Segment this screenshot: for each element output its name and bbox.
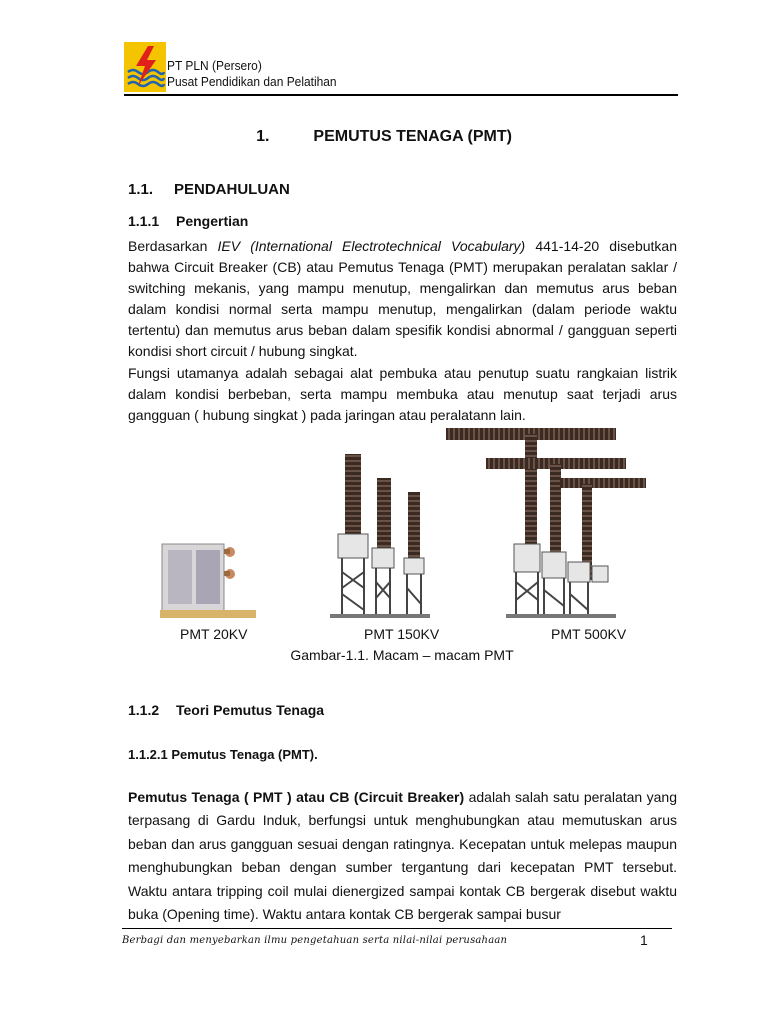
paragraph-function: Fungsi utamanya adalah sebagai alat pembuka atau penutup suatu rangkaian listrik dalam kondisi berbeban, serta mampu membuka atau menutup saat terjadi arus gangguan ( hubung singkat ) pada jaringan atau peralatann lain. bbox=[128, 365, 677, 423]
chapter-number: 1. bbox=[256, 128, 270, 145]
label-pmt-150kv: PMT 150KV bbox=[364, 626, 440, 642]
section-number: 1.1.2 bbox=[128, 702, 160, 718]
org-line-2: Pusat Pendidikan dan Pelatihan bbox=[167, 74, 337, 89]
section-title: Teori Pemutus Tenaga bbox=[176, 702, 325, 718]
pmt-500kv-image bbox=[446, 428, 646, 618]
section-heading-1-1-2-1: 1.1.2.1 Pemutus Tenaga (PMT). bbox=[128, 747, 318, 762]
org-line-1: PT PLN (Persero) bbox=[167, 58, 262, 73]
footer-motto: Berbagi dan menyebarkan ilmu pengetahuan serta nilai-nilai perusahaan bbox=[122, 935, 508, 946]
section-heading-1-1 bbox=[128, 181, 290, 198]
chapter-title-text: PEMUTUS TENAGA (PMT) bbox=[313, 128, 512, 145]
paragraph-definition: Berdasarkan IEV (International Electrotechnical Vocabulary) 441-14-20 disebutkan bahwa Circuit Breaker (CB) atau Pemutus Tenaga (PMT) merupakan peralatan saklar / switching mekanis, yang mampu menutup, mengalirkan dan memutus arus beban dalam kondisi normal serta mampu menutup, mengalirkan (dalam periode waktu tertentu) dan memutus arus beban dalam spesifik kondisi abnormal / gangguan seperti kondisi short circuit / hubung singkat. bbox=[128, 238, 678, 359]
section-heading-1-1-1 bbox=[128, 213, 248, 229]
iev-reference: IEV (International Electrotechnical Vocabulary) bbox=[217, 238, 526, 254]
header-rule bbox=[124, 94, 678, 96]
section-number: 1.1.1 bbox=[128, 213, 160, 229]
section-title: PENDAHULUAN bbox=[174, 181, 290, 198]
section-number: 1.1. bbox=[128, 181, 154, 198]
pmt-20kv-image bbox=[160, 544, 256, 618]
organization-name bbox=[167, 58, 337, 90]
label-pmt-20kv: PMT 20KV bbox=[180, 626, 248, 642]
pln-logo bbox=[124, 42, 166, 92]
figure-caption: Gambar-1.1. Macam – macam PMT bbox=[290, 647, 514, 663]
pmt-term: Pemutus Tenaga ( PMT ) atau CB (Circuit Breaker) bbox=[128, 789, 465, 805]
page-number: 1 bbox=[640, 932, 648, 948]
label-pmt-500kv: PMT 500KV bbox=[551, 626, 627, 642]
paragraph-pmt-theory: Pemutus Tenaga ( PMT ) atau CB (Circuit Breaker) adalah salah satu peralatan yang terpasang di Gardu Induk, berfungsi untuk menghubungkan atau memutuskan arus beban dan arus gangguan sesuai dengan ratingnya. Kecepatan untuk melepas maupun menghubungkan beban dengan sumber tergantung dari kecepatan PMT tersebut. Waktu antara tripping coil mulai dienergized sampai kontak CB bergerak disebut waktu buka (Opening time). Waktu antara kontak CB bergerak sampai busur bbox=[128, 789, 677, 923]
chapter-title bbox=[0, 128, 768, 146]
section-heading-1-1-2 bbox=[128, 702, 324, 718]
section-title: Pengertian bbox=[176, 213, 249, 229]
pmt-150kv-image bbox=[330, 454, 430, 618]
circuit-breaker-figure bbox=[150, 422, 670, 622]
footer-rule bbox=[122, 928, 672, 929]
page-header bbox=[124, 42, 678, 97]
